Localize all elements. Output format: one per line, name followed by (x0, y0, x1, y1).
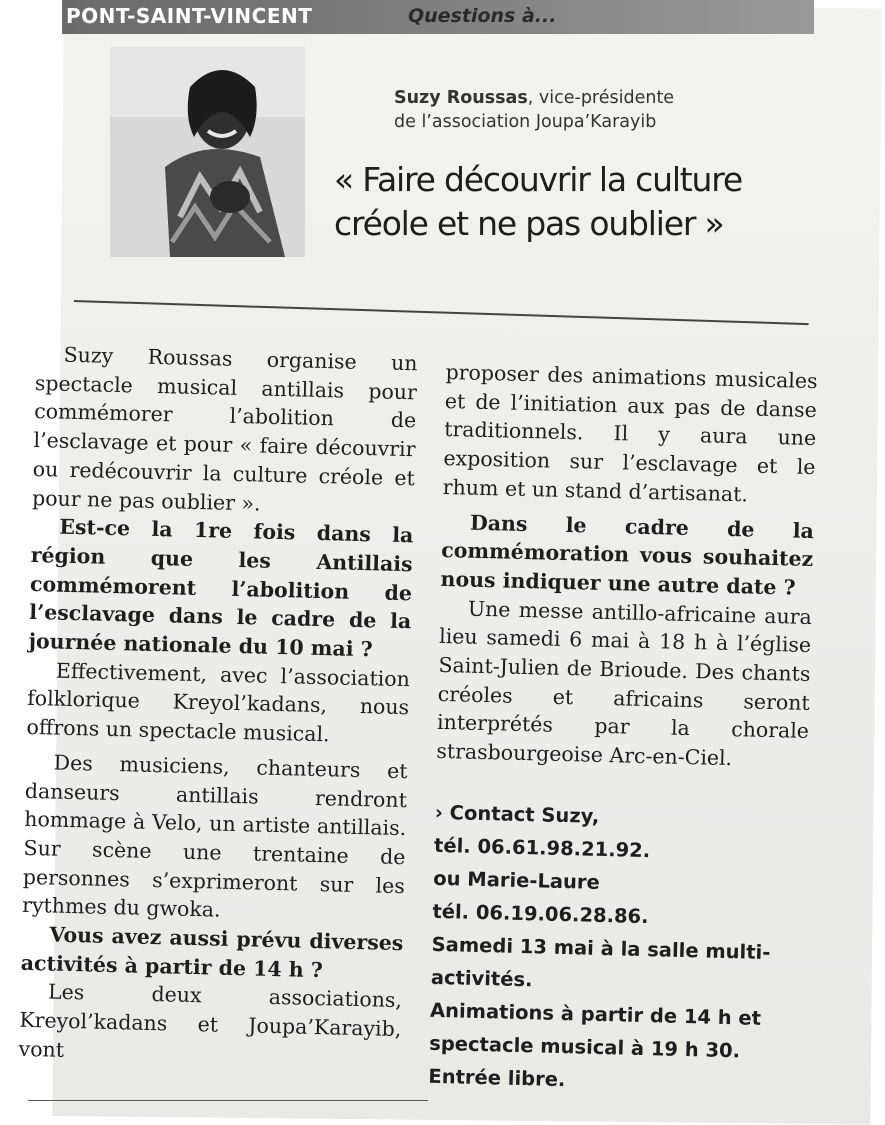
intro-paragraph: Suzy Roussas organise un spectacle musical antillais pour commémorer l’abolition de l’esclavage et pour « faire découvrir ou redécouvrir la culture créole et pour ne pas oublier ». (31, 342, 418, 516)
contact-line: › Contact Suzy, (434, 800, 600, 828)
contact-line: Samedi 13 mai à la salle multi- (431, 932, 771, 964)
answer-2-start: Les deux associations, Kreyol’kadans et Joupa’Karayib, vont (18, 979, 403, 1062)
answer-1: Effectivement, avec l’association folklorique Kreyol’kadans, nous offrons un spectacle musical. (26, 658, 411, 747)
byline (394, 86, 674, 134)
contact-line: tél. 06.19.06.28.86. (432, 899, 649, 928)
contact-line: activités. (430, 965, 533, 992)
question-1: Est-ce la 1re fois dans la région que les Antillais commémorent l’abolition de l’esclavage dans le cadre de la journée nationale du 10 mai ? (28, 514, 414, 662)
headline (334, 158, 814, 246)
headline-line-2: créole et ne pas oublier » (334, 204, 724, 243)
answer-2-continued: proposer des animations musicales et de l’initiation aux pas de danse traditionnels. Il y aura une exposition sur l’esclavage et le rhum et un stand d’artisanat. (442, 359, 818, 507)
byline-role: , vice-présidente (527, 88, 675, 108)
question-3: Dans le cadre de la commémoration vous souhaitez nous indiquer une autre date ? (440, 510, 815, 600)
article-column-right (428, 358, 818, 1102)
bottom-rule (28, 1100, 428, 1101)
section-title: PONT-SAINT-VINCENT (66, 4, 313, 28)
answer-3: Une messe antillo-africaine aura lieu samedi 6 mai à 18 h à l’église Saint-Julien de Brioude. Des chants créoles et africains seront interprétés par la chorale strasbourgeoise Arc-en-Ciel. (436, 596, 813, 771)
contact-line: Animations à partir de 14 h et (429, 998, 762, 1030)
contact-line: tél. 06.61.98.21.92. (433, 833, 651, 862)
portrait-image (110, 47, 305, 257)
contact-info (428, 796, 807, 1102)
contact-line: Entrée libre. (428, 1064, 566, 1091)
question-2: Vous avez aussi prévu diverses activités à partir de 14 h ? (20, 922, 404, 982)
headline-line-1: « Faire découvrir la culture (334, 160, 742, 199)
answer-1-continued: Des musiciens, chanteurs et danseurs antillais rendront hommage à Velo, un artiste antillais. Sur scène une trentaine de personnes s’exprimeront sur les rythmes du gwoka. (21, 750, 408, 923)
byline-name: Suzy Roussas (394, 88, 528, 108)
contact-line: ou Marie-Laure (433, 866, 601, 894)
byline-association: de l’association Joupa’Karayib (394, 112, 657, 132)
contact-line: spectacle musical à 19 h 30. (428, 1031, 741, 1063)
section-banner (62, 0, 814, 34)
article-column-left (18, 340, 418, 1073)
portrait-photo (110, 47, 305, 257)
rubric-title: Questions à... (408, 5, 557, 27)
